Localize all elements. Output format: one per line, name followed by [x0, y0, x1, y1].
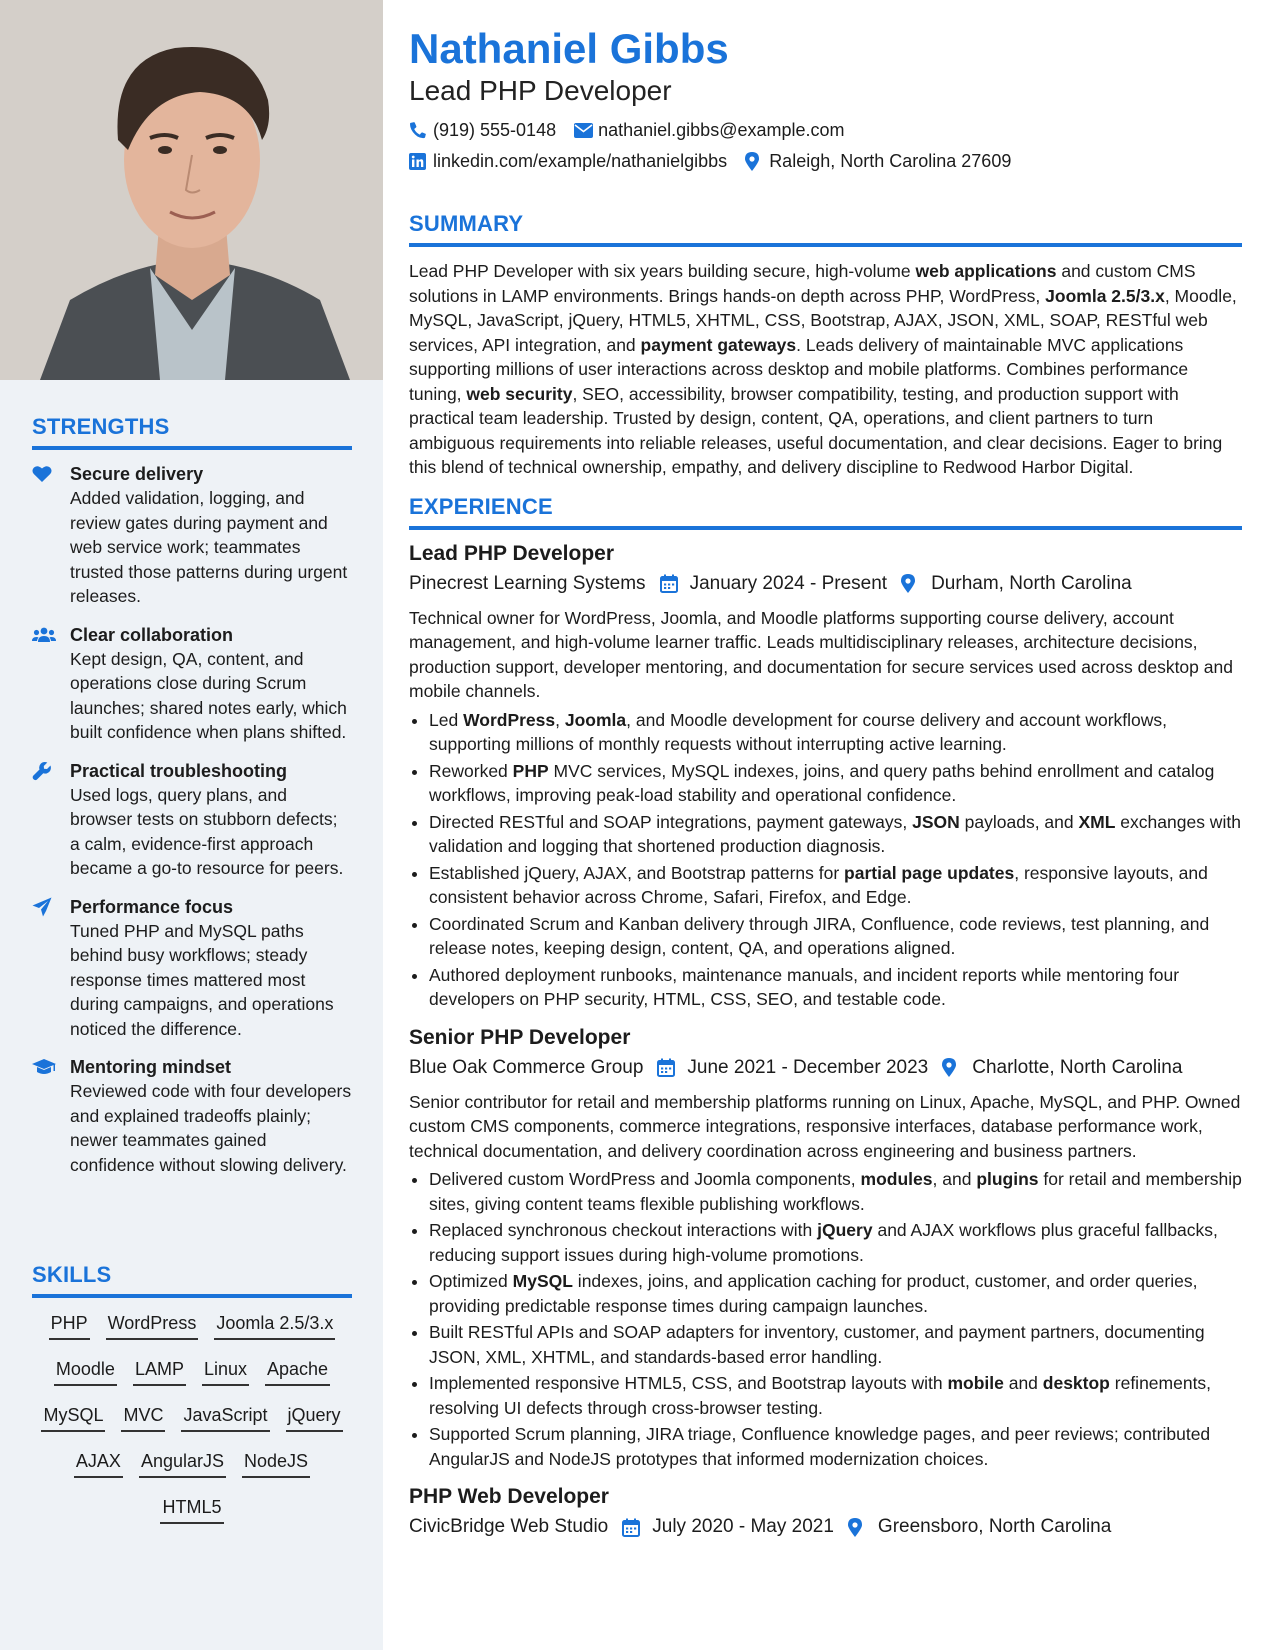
skill-tag: WordPress — [106, 1312, 199, 1340]
heart-icon — [32, 464, 56, 484]
job-bullets — [409, 708, 1242, 1012]
job-bullet: • Coordinated Scrum and Kanban delivery through JIRA, Confluence, code reviews, test planning, and release notes, keeping design, content, QA, and operations aligned. — [429, 912, 1242, 961]
job-bullet: • Optimized MySQL indexes, joins, and application caching for product, customer, and order queries, providing predictable response times during campaign launches. — [429, 1269, 1242, 1318]
skills-list — [32, 1312, 352, 1524]
skill-tag: HTML5 — [160, 1496, 223, 1524]
calendar-icon — [622, 1516, 642, 1538]
job-company: Pinecrest Learning Systems — [409, 572, 646, 594]
job-dates: July 2020 - May 2021 — [652, 1516, 834, 1537]
strength-item — [32, 462, 352, 609]
experience-heading: EXPERIENCE — [409, 494, 1242, 530]
main-content — [409, 24, 1242, 1541]
job-company: CivicBridge Web Studio — [409, 1516, 609, 1537]
job-bullets — [409, 1167, 1242, 1471]
strength-item — [32, 1055, 352, 1177]
job-bullet: • Replaced synchronous checkout interactions with jQuery and AJAX workflows plus graceful fallbacks, reducing support issues during high-volume promotions. — [429, 1218, 1242, 1267]
skill-tag: PHP — [49, 1312, 90, 1340]
job-company: Blue Oak Commerce Group — [409, 1056, 644, 1078]
job-meta — [409, 1054, 1242, 1082]
map-pin-icon — [942, 1057, 962, 1079]
strength-desc: Reviewed code with four developers and explained tradeoffs plainly; newer teammates gained confidence without slowing delivery. — [70, 1081, 352, 1175]
skill-tag: MVC — [121, 1404, 165, 1432]
strength-item — [32, 759, 352, 881]
job-bullet: • Delivered custom WordPress and Joomla components, modules, and plugins for retail and membership sites, giving content teams flexible publishing workflows. — [429, 1167, 1242, 1216]
skills-heading: SKILLS — [32, 1262, 352, 1298]
contact-email[interactable] — [574, 120, 844, 141]
strengths-heading: STRENGTHS — [32, 414, 352, 450]
job-bullet: • Authored deployment runbooks, maintenance manuals, and incident reports while mentoring four developers on PHP security, HTML, CSS, SEO, and testable code. — [429, 963, 1242, 1012]
strengths-section — [32, 414, 352, 1177]
profile-photo — [0, 0, 383, 380]
sidebar — [0, 0, 383, 1650]
job-title: Lead PHP Developer — [409, 541, 615, 565]
calendar-icon — [660, 573, 680, 595]
skill-tag: Apache — [265, 1358, 330, 1386]
job-description: Senior contributor for retail and membership platforms running on Linux, Apache, MySQL, and PHP. Owned custom CMS components, commerce integrations, responsive interfaces, database performance work, technical documentation, and delivery coordination across engineering and business partners. — [409, 1091, 1241, 1161]
skill-row — [32, 1404, 352, 1432]
job-location: Greensboro, North Carolina — [877, 1516, 1112, 1537]
strength-item — [32, 895, 352, 1042]
skill-row — [32, 1358, 352, 1386]
job-bullet: • Supported Scrum planning, JIRA triage, Confluence knowledge pages, and peer reviews; contributed AngularJS and NodeJS prototypes that informed modernization choices. — [429, 1422, 1242, 1471]
strength-desc: Added validation, logging, and review gates during payment and web service work; teammates trusted those patterns during urgent releases. — [70, 488, 348, 606]
users-icon — [32, 625, 56, 645]
linkedin-text: linkedin.com/example/nathanielgibbs — [433, 150, 728, 171]
strength-title: Secure delivery — [70, 464, 204, 484]
job-entry — [409, 1483, 1242, 1541]
strength-title: Mentoring mindset — [70, 1057, 231, 1077]
job-bullet: • Directed RESTful and SOAP integrations, payment gateways, JSON payloads, and XML exchanges with validation and logging that shortened production diagnosis. — [429, 810, 1242, 859]
job-dates: June 2021 - December 2023 — [687, 1056, 929, 1078]
skill-tag: JavaScript — [181, 1404, 269, 1432]
contact-linkedin[interactable] — [409, 151, 727, 172]
job-meta — [409, 570, 1242, 598]
paper-plane-icon — [32, 897, 56, 917]
skill-row — [32, 1496, 352, 1524]
job-bullet: • Established jQuery, AJAX, and Bootstrap patterns for partial page updates, responsive layouts, and consistent behavior across Chrome, Safari, Firefox, and Edge. — [429, 861, 1242, 910]
skill-tag: NodeJS — [242, 1450, 310, 1478]
job-description: Technical owner for WordPress, Joomla, and Moodle platforms supporting course delivery, account management, and high-volume learner traffic. Leads multidisciplinary releases, architecture decisions, production support, developer mentoring, and documentation for secure services used across desktop and mobile channels. — [409, 607, 1233, 701]
experience-section — [409, 494, 1242, 1542]
strength-title: Performance focus — [70, 896, 234, 917]
wrench-icon — [32, 761, 56, 781]
skill-tag: MySQL — [41, 1404, 105, 1432]
summary-heading: SUMMARY — [409, 211, 1242, 247]
phone-text: (919) 555-0148 — [433, 119, 557, 140]
job-entry — [409, 1024, 1242, 1472]
job-meta — [409, 1513, 1242, 1541]
map-pin-icon — [901, 573, 921, 595]
linkedin-icon — [409, 151, 429, 171]
summary-text: Lead PHP Developer with six years building secure, high-volume web applications and custom CMS solutions in LAMP environments. Brings hands-on depth across PHP, WordPress, Joomla 2.5/3.x, Moodle, MySQL, JavaScript, jQuery, HTML5, XHTML, CSS, Bootstrap, AJAX, JSON, XML, SOAP, RESTful web services, API integration, and payment gateways. Leads delivery of maintainable MVC applications supporting millions of user interactions across desktop and mobile platforms. Combines performance tuning, web security, SEO, accessibility, browser compatibility, testing, and production support with practical team leadership. Trusted by design, content, QA, operations, and client partners to turn ambiguous requirements into reliable releases, useful documentation, and clear decisions. Eager to bring this blend of technical ownership, empathy, and delivery discipline to Redwood Harbor Digital. — [409, 261, 1237, 477]
job-entry — [409, 540, 1242, 1012]
job-title: Senior PHP Developer — [409, 1025, 631, 1049]
skill-tag: AngularJS — [139, 1450, 226, 1478]
skill-tag: Joomla 2.5/3.x — [214, 1312, 335, 1340]
job-bullet: • Built RESTful APIs and SOAP adapters for inventory, customer, and payment partners, documenting JSON, XML, XHTML, and standards-based error handling. — [429, 1320, 1242, 1369]
job-bullet: • Led WordPress, Joomla, and Moodle development for course delivery and account workflows, supporting millions of monthly requests without interrupting active learning. — [429, 708, 1242, 757]
strength-title: Clear collaboration — [70, 624, 234, 645]
job-location: Durham, North Carolina — [931, 572, 1132, 594]
skill-tag: Moodle — [54, 1358, 117, 1386]
map-pin-icon — [745, 151, 765, 171]
skill-row — [32, 1312, 352, 1340]
graduation-cap-icon — [32, 1057, 56, 1077]
job-location: Charlotte, North Carolina — [972, 1056, 1183, 1078]
candidate-name: Nathaniel Gibbs — [409, 25, 729, 72]
job-bullet: • Implemented responsive HTML5, CSS, and Bootstrap layouts with mobile and desktop refinements, resolving UI defects through cross-browser testing. — [429, 1371, 1242, 1420]
skill-tag: jQuery — [286, 1404, 343, 1432]
skill-tag: LAMP — [133, 1358, 186, 1386]
contact-phone[interactable] — [409, 120, 556, 141]
candidate-role: Lead PHP Developer — [409, 75, 672, 106]
contact-location — [745, 151, 1011, 172]
location-text: Raleigh, North Carolina 27609 — [769, 150, 1012, 171]
contact-row — [409, 118, 1242, 142]
envelope-icon — [574, 120, 594, 140]
strength-item — [32, 623, 352, 745]
skill-tag: Linux — [202, 1358, 249, 1386]
phone-icon — [409, 120, 429, 140]
skill-tag: AJAX — [74, 1450, 123, 1478]
contact-row — [409, 149, 1242, 173]
map-pin-icon — [848, 1516, 868, 1538]
job-title: PHP Web Developer — [409, 1485, 609, 1508]
calendar-icon — [657, 1057, 677, 1079]
strength-desc: Tuned PHP and MySQL paths behind busy workflows; steady response times mattered most during campaigns, and operations noticed the difference. — [70, 920, 334, 1039]
strength-desc: Used logs, query plans, and browser tests on stubborn defects; a calm, evidence-first approach became a go-to resource for peers. — [70, 784, 344, 878]
email-text: nathaniel.gibbs@example.com — [598, 119, 845, 140]
skill-row — [32, 1450, 352, 1478]
skills-section — [32, 1262, 352, 1542]
summary-section — [409, 211, 1242, 480]
strength-title: Practical troubleshooting — [70, 760, 288, 781]
job-list — [409, 540, 1242, 1542]
job-bullet: • Reworked PHP MVC services, MySQL indexes, joins, and query paths behind enrollment and catalog workflows, improving peak-load stability and operational confidence. — [429, 759, 1242, 808]
job-dates: January 2024 - Present — [689, 572, 888, 594]
strength-desc: Kept design, QA, content, and operations close during Scrum launches; shared notes early, which built confidence when plans shifted. — [70, 648, 347, 742]
